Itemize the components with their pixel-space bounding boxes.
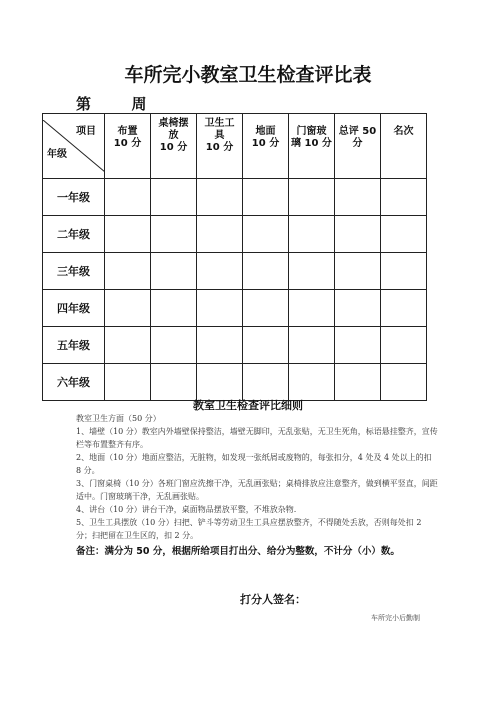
- score-cell[interactable]: [381, 179, 427, 216]
- score-cell[interactable]: [243, 327, 289, 364]
- column-header-line: 总评 50: [338, 126, 377, 137]
- score-cell[interactable]: [243, 216, 289, 253]
- rules-title: 教室卫生检查评比细则: [193, 399, 303, 412]
- score-cell[interactable]: [105, 327, 151, 364]
- score-cell[interactable]: [243, 253, 289, 290]
- column-header-line: 10 分: [205, 142, 234, 153]
- table-header-row: [43, 114, 427, 179]
- table-row: [43, 179, 427, 216]
- rule-line: 2、地面（10 分）地面应整洁，无脏物，如发现一张纸屑或废物的，每张扣分，4 处及 4 处以上的扣 8 分。: [76, 453, 432, 475]
- column-header: [289, 114, 335, 179]
- score-cell[interactable]: [243, 179, 289, 216]
- column-header: [105, 114, 151, 179]
- score-cell[interactable]: [151, 253, 197, 290]
- column-header-line: 布置: [117, 126, 138, 137]
- rule-line: 3、门窗桌椅（10 分）各班门窗应洗擦干净，无乱画张贴；桌椅排放应注意整齐，做到横平竖直，间距适中。门窗玻璃干净，无乱画张贴。: [76, 479, 438, 501]
- column-header: [243, 114, 289, 179]
- score-cell[interactable]: [243, 290, 289, 327]
- row-grade-label: 三年级: [43, 253, 105, 290]
- rules-note: 备注：满分为 50 分，根据所给项目打出分、给分为整数，不计分（小）数。: [76, 546, 400, 557]
- table-row: [43, 364, 427, 401]
- score-cell[interactable]: [335, 364, 381, 401]
- rule-line: 4、讲台（10 分）讲台干净，桌面物品摆放平整，不堆放杂物.: [76, 505, 297, 514]
- column-header-line: 10 分: [113, 138, 142, 149]
- score-cell[interactable]: [105, 216, 151, 253]
- score-cell[interactable]: [197, 253, 243, 290]
- column-header-line: 桌椅摆: [158, 118, 189, 129]
- score-cell[interactable]: [289, 290, 335, 327]
- score-cell[interactable]: [335, 327, 381, 364]
- week-label: [76, 93, 147, 114]
- score-cell[interactable]: [335, 253, 381, 290]
- header-corner: [43, 114, 105, 179]
- score-cell[interactable]: [243, 364, 289, 401]
- rule-line: 教室卫生方面（50 分）: [76, 414, 161, 423]
- score-cell[interactable]: [151, 290, 197, 327]
- column-header-line: 分: [352, 138, 363, 149]
- column-header: [151, 114, 197, 179]
- score-cell[interactable]: [289, 364, 335, 401]
- table-row: [43, 253, 427, 290]
- score-cell[interactable]: [197, 179, 243, 216]
- score-cell[interactable]: [335, 290, 381, 327]
- score-cell[interactable]: [335, 179, 381, 216]
- score-cell[interactable]: [197, 327, 243, 364]
- rule-line: 1、墙壁（10 分）教室内外墙壁保持整洁，墙壁无脚印，无乱张贴，无卫生死角，标语悬挂整齐，宣传栏等布置整齐有序。: [76, 427, 438, 449]
- row-grade-label: 六年级: [43, 364, 105, 401]
- score-cell[interactable]: [151, 364, 197, 401]
- column-header-line: 放: [168, 130, 179, 141]
- column-header-line: 10 分: [251, 138, 280, 149]
- rules-body: [76, 412, 438, 542]
- column-header-line: 璃 10 分: [291, 138, 332, 149]
- row-grade-label: 二年级: [43, 216, 105, 253]
- corner-item-label: 项目: [76, 126, 96, 137]
- score-cell[interactable]: [197, 290, 243, 327]
- page-title: 车所完小教室卫生检查评比表: [124, 64, 372, 86]
- column-header-line: 门窗玻: [296, 126, 327, 137]
- score-cell[interactable]: [105, 290, 151, 327]
- score-cell[interactable]: [105, 364, 151, 401]
- score-cell[interactable]: [151, 216, 197, 253]
- score-cell[interactable]: [381, 290, 427, 327]
- score-cell[interactable]: [381, 327, 427, 364]
- week-zhou: 周: [131, 95, 147, 113]
- score-cell[interactable]: [105, 253, 151, 290]
- row-grade-label: 四年级: [43, 290, 105, 327]
- score-cell[interactable]: [335, 216, 381, 253]
- column-header-line: 名次: [393, 126, 414, 137]
- score-cell[interactable]: [151, 179, 197, 216]
- week-di: 第: [76, 95, 92, 113]
- score-cell[interactable]: [289, 216, 335, 253]
- column-header-line: 10 分: [159, 142, 188, 153]
- score-cell[interactable]: [105, 179, 151, 216]
- inspection-table: [42, 113, 427, 401]
- column-header: [335, 114, 381, 179]
- score-cell[interactable]: [197, 216, 243, 253]
- signature-label: 打分人签名：: [240, 593, 306, 606]
- score-cell[interactable]: [381, 253, 427, 290]
- footer-credit: 车所完小后勤制: [371, 614, 420, 622]
- table-row: [43, 290, 427, 327]
- score-cell[interactable]: [289, 253, 335, 290]
- score-cell[interactable]: [289, 179, 335, 216]
- table-row: [43, 327, 427, 364]
- corner-grade-label: 年级: [47, 149, 67, 160]
- column-header: [381, 114, 427, 179]
- table-row: [43, 216, 427, 253]
- score-cell[interactable]: [151, 327, 197, 364]
- column-header-line: 具: [214, 130, 225, 141]
- score-cell[interactable]: [381, 216, 427, 253]
- column-header-line: 地面: [255, 126, 276, 137]
- score-cell[interactable]: [381, 364, 427, 401]
- score-cell[interactable]: [289, 327, 335, 364]
- column-header-line: 卫生工: [204, 118, 235, 129]
- row-grade-label: 五年级: [43, 327, 105, 364]
- rule-line: 5、卫生工具摆放（10 分）扫把、铲斗等劳动卫生工具应摆放整齐，不得随处丢放，否则每处扣 2 分；扫把留在卫生区的，扣 2 分。: [76, 518, 422, 540]
- column-header: [197, 114, 243, 179]
- row-grade-label: 一年级: [43, 179, 105, 216]
- score-cell[interactable]: [197, 364, 243, 401]
